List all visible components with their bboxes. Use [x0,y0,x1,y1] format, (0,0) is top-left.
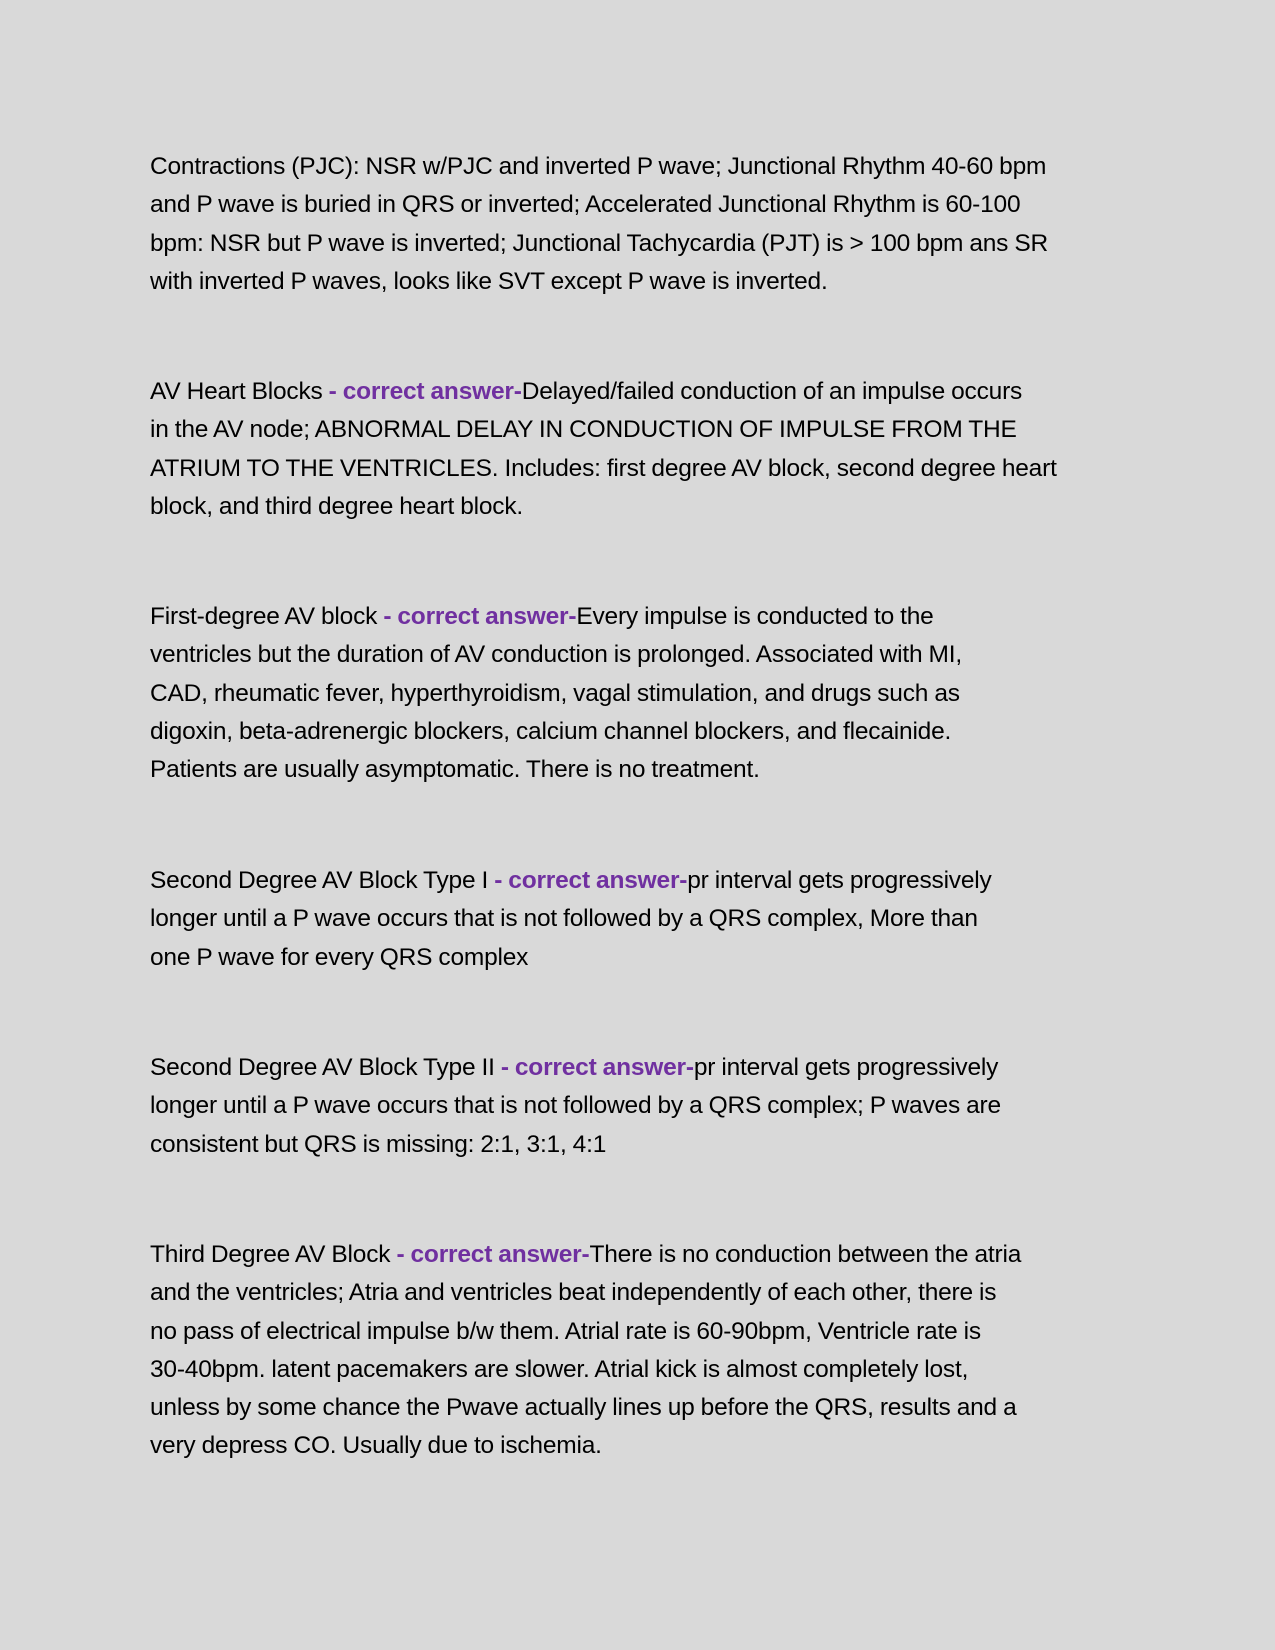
entry-text-line: in the AV node; ABNORMAL DELAY IN CONDUCTION OF IMPULSE FROM THE [150,416,1017,444]
entry-text-line: one P wave for every QRS complex [150,943,529,971]
entry-text-line: ventricles but the duration of AV conduction is prolonged. Associated with MI, [150,641,962,669]
flashcard-entry-second-degree-type-2 [150,1049,1001,1164]
entry-term: Second Degree AV Block Type I [150,867,495,894]
entry-text-line: consistent but QRS is missing: 2:1, 3:1, 4:1 [150,1130,607,1158]
entry-text-line: 30-40bpm. latent pacemakers are slower. Atrial kick is almost completely lost, [150,1355,969,1383]
entry-text-line: unless by some chance the Pwave actually lines up before the QRS, results and a [150,1394,1017,1422]
entry-text-line: bpm: NSR but P wave is inverted; Junctional Tachycardia (PJT) is > 100 bpm ans SR [150,229,1048,257]
entry-term: AV Heart Blocks [150,378,329,405]
entry-answer-start: pr interval gets progressively [693,1054,999,1081]
entry-text-line: very depress CO. Usually due to ischemia. [150,1432,602,1460]
entry-first-line [150,598,962,636]
entry-first-line [150,1236,1021,1274]
entry-answer-start: Every impulse is conducted to the [576,603,934,630]
entry-text-line: Contractions (PJC): NSR w/PJC and inverted P wave; Junctional Rhythm 40-60 bpm [150,153,1047,180]
flashcard-entry-first-degree-av-block [150,598,962,789]
correct-answer-separator: - correct answer- [494,867,688,894]
entry-text-line: no pass of electrical impulse b/w them. Atrial rate is 60-90bpm, Ventricle rate is [150,1317,981,1345]
entry-text-line: CAD, rheumatic fever, hyperthyroidism, vagal stimulation, and drugs such as [150,679,960,707]
flashcard-entry-av-heart-blocks [150,373,1057,526]
entry-first-line [150,1049,1001,1087]
entry-text-line: longer until a P wave occurs that is not followed by a QRS complex; P waves are [150,1092,1001,1120]
correct-answer-separator: - correct answer- [383,603,577,630]
flashcard-entry-continuation [150,148,1048,301]
entry-text-line: Patients are usually asymptomatic. There is no treatment. [150,756,760,784]
correct-answer-separator: - correct answer- [500,1054,694,1081]
entry-text-line: with inverted P waves, looks like SVT except P wave is inverted. [150,267,828,295]
entry-term: Second Degree AV Block Type II [150,1054,501,1081]
entry-text-line: longer until a P wave occurs that is not followed by a QRS complex, More than [150,905,978,933]
entry-answer-start: Delayed/failed conduction of an impulse occurs [521,378,1023,405]
entry-text-line: block, and third degree heart block. [150,492,524,520]
correct-answer-separator: - correct answer- [396,1241,590,1268]
entry-first-line [150,862,992,900]
entry-first-line [150,373,1057,411]
entry-answer-start: There is no conduction between the atria [589,1241,1022,1268]
entry-term: Third Degree AV Block [150,1241,397,1268]
entry-text-line: digoxin, beta-adrenergic blockers, calcium channel blockers, and flecainide. [150,717,952,745]
entry-text-line: and the ventricles; Atria and ventricles beat independently of each other, there is [150,1279,997,1307]
flashcard-entry-third-degree-av-block [150,1236,1021,1466]
correct-answer-separator: - correct answer- [328,378,522,405]
entry-text-line: ATRIUM TO THE VENTRICLES. Includes: first degree AV block, second degree heart [150,454,1057,482]
entry-answer-start: pr interval gets progressively [687,867,992,894]
entry-term: First-degree AV block [150,603,384,630]
entry-text-line: and P wave is buried in QRS or inverted; Accelerated Junctional Rhythm is 60-100 [150,191,1021,219]
flashcard-entry-second-degree-type-1 [150,862,992,977]
